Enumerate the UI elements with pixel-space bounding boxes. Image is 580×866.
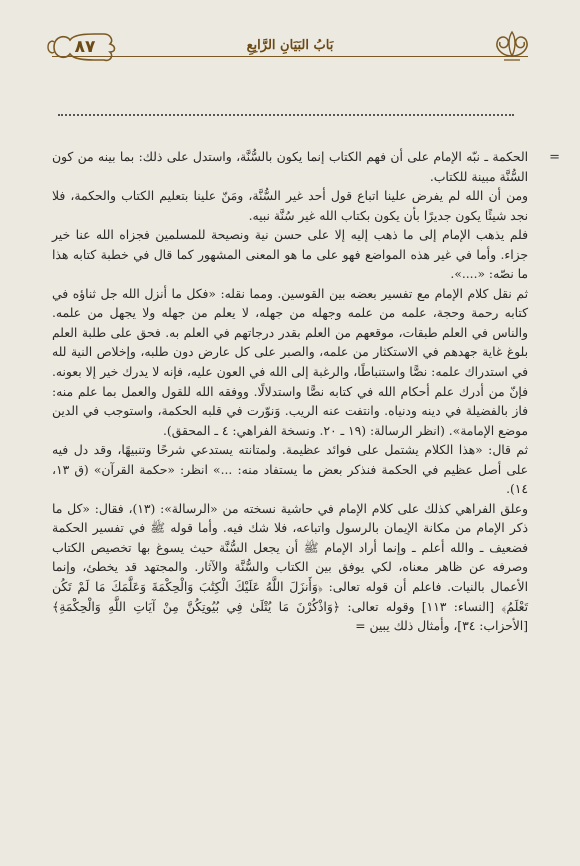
continuation-mark: = — [549, 150, 560, 165]
section-title: بَابُ البَيَانِ الرَّابِعِ — [246, 38, 334, 53]
paragraph: ثم نقل كلام الإمام مع تفسير بعضه بين القوسين. ومما نقله: «فكل ما أنزل الله جل ثناؤه في كتابه رحمة وحجة، علمه من علمه وجهله من جهله، لا يعلم من جهله ولا يجهل من علمه. والناس في العلم طبقات، موقعهم من العلم بقدر درجاتهم في العلم به. فحق على طلبة العلم بلوغ غاية جهدهم في الاستكثار من علمه، والصبر على كل عارض دون طلبه، وإخلاص النية لله في استدراك علمه: نصًّا واستنباطًا، والرغبة إلى الله في العون عليه، فإنه لا يدرك خير إلا بعونه. فإنّ من أدرك علم أحكام الله في كتابه نصًّا واستدلالًا. ووفقه الله للقول والعمل بما علم منه: فاز بالفضيلة في دينه ودنياه. وانتفت عنه الريب. وَنوّرت في قلبه الحكمة، واستوجب في الدين موضع الإمامة». (انظر الرسالة: (١٩ ـ ٢٠. ونسخة الفراهي: ٤ ـ المحقق). — [52, 286, 528, 438]
paragraph: الحكمة ـ نبّه الإمام على أن فهم الكتاب إنما يكون بالسُّنَّة، واستدل على ذلك: بما بينه من كون السُّنَّة مبينة للكتاب. — [52, 150, 528, 184]
paragraph: وعلق الفراهي كذلك على كلام الإمام في حاشية نسخته من «الرسالة»: (١٣)، فقال: «كل ما ذكر الإمام من مكانة الإيمان بالرسول واتباعه، فلا شك فيه. وأما قوله ﷺ في تفسير الحكمة فضعيف ـ والله أعلم ـ وإنما أراد الإمام ﷺ أن يجعل السُّنَّة حيث يسوغ بها تخصيص الكتاب وصرفه عن ظاهر معناه، لكي يوفق بين الكتاب والسُّنَّة والآثار. والمجتهد قد يخطئ، وإنما الأعمال بالنيات. فاعلم أن قوله تعالى: ﴿وَأَنزَلَ اللَّهُ عَلَيْكَ الْكِتَٰبَ وَالْحِكْمَةَ وَعَلَّمَكَ مَا لَمْ تَكُن تَعْلَمُ﴾ [النساء: ١١٣] وقوله تعالى: ﴿وَاذْكُرْنَ مَا يُتْلَىٰ فِي بُيُوتِكُنَّ مِنْ آيَاتِ اللَّهِ وَالْحِكْمَةِ﴾ [الأحزاب: ٣٤]، وأمثال ذلك يبين = — [52, 501, 528, 634]
header-rule — [52, 56, 528, 57]
page-number: ٨٧ — [74, 37, 96, 57]
footnote-text — [52, 148, 528, 637]
paragraph: ومن أن الله لم يفرض علينا اتباع قول أحد غير السُّنَّة، ومَنّ علينا بتعليم الكتاب والحكمة، فلا نجد شيئًا يكون جديرًا بأن يكون بكتاب الله غير سُنَّة نبيه. — [52, 189, 528, 223]
floral-ornament-icon — [484, 26, 540, 66]
footnote-separator — [58, 114, 514, 116]
paragraph: فلم يذهب الإمام إلى ما ذهب إليه إلا على حسن نية ونصيحة للمسلمين فجزاه الله عنا خير جزاء. وأما في غير هذه المواضع فهو على ما هو المعنى المشهور كما قال في خطبة كتابه هذا ما نصّه: «....». — [52, 228, 528, 282]
paragraph: ثم قال: «هذا الكلام يشتمل على فوائد عظيمة. ولمتانته يستدعي شرحًا وتنبيهًا، وقد دل فيه على أصل عظيم في الحكمة فنذكر بعض ما يستفاد منه: ...» انظر: «حكمة القرآن» (ق ١٣، ١٤). — [52, 443, 528, 497]
